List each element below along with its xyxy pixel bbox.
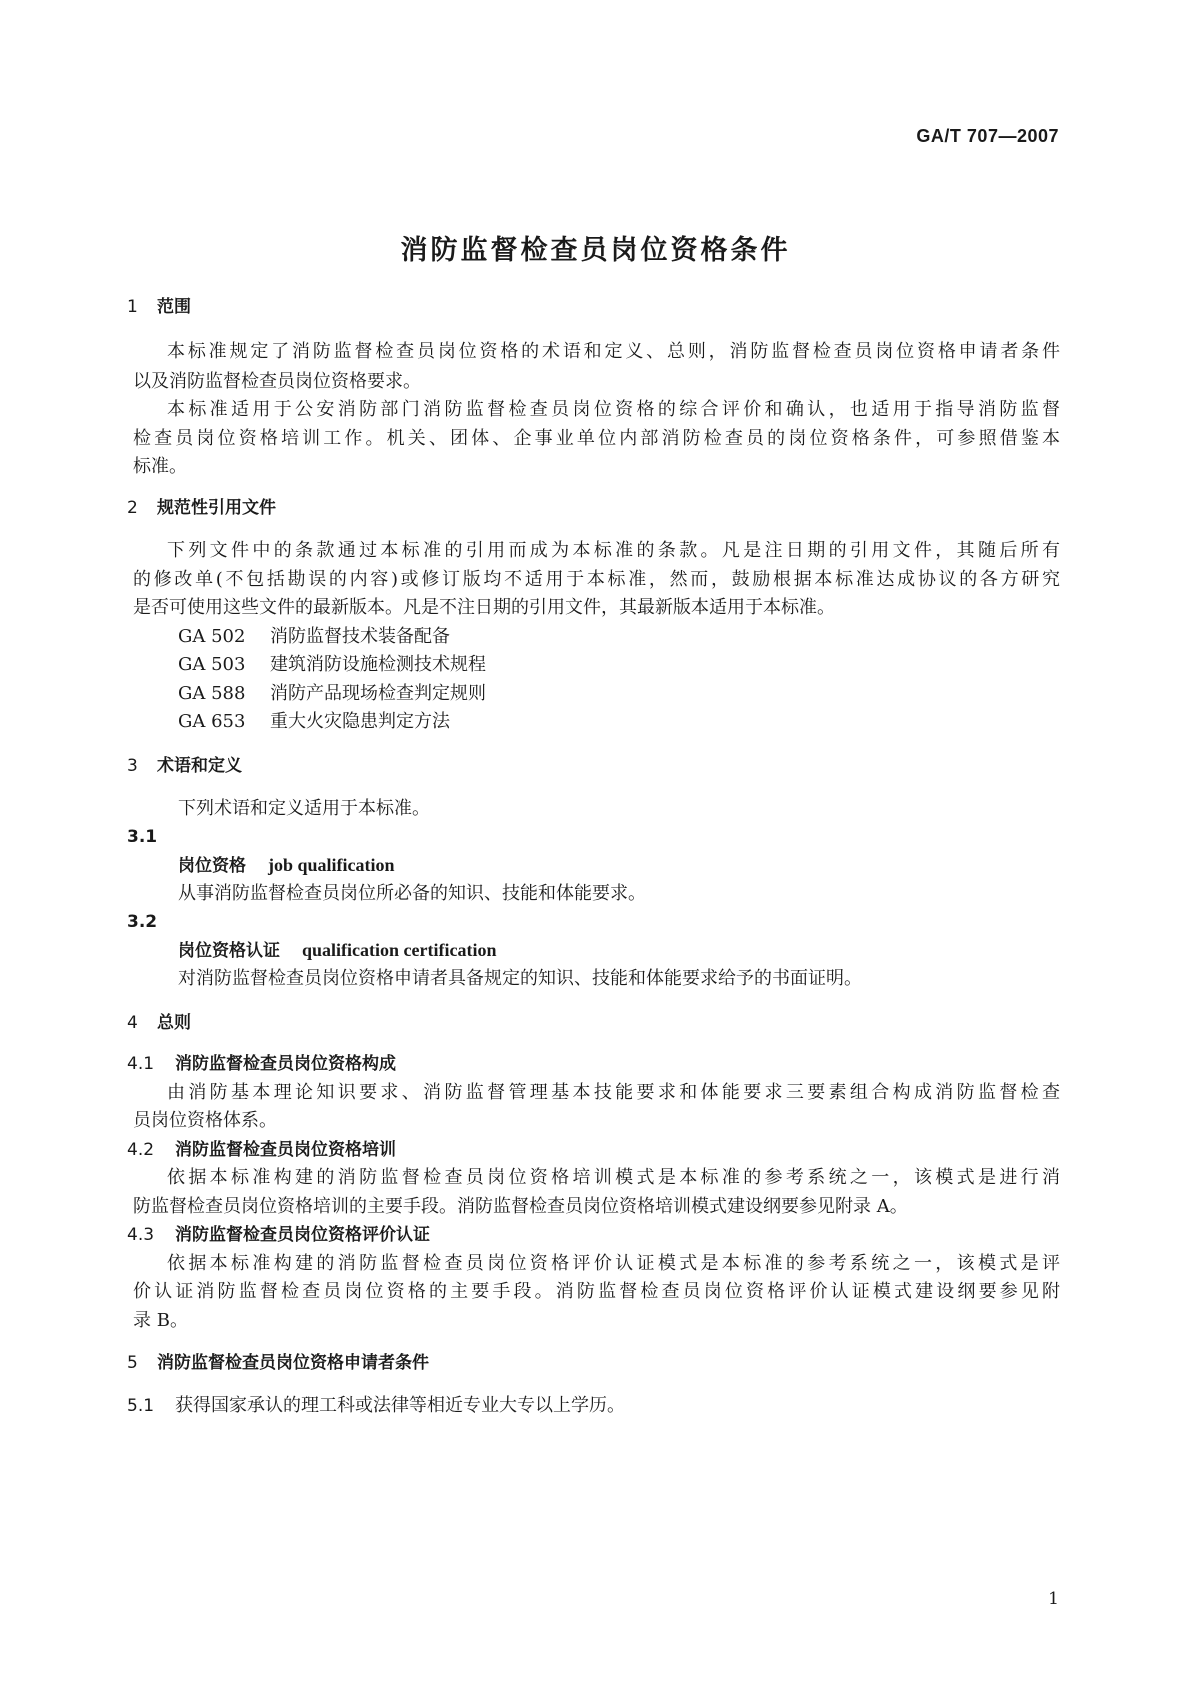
- reference-code: GA 588: [178, 683, 246, 704]
- term-english: qualification certification: [302, 940, 497, 960]
- clause-4-2-heading: [127, 1136, 396, 1164]
- clause-title: 消防监督检查员岗位资格评价认证: [175, 1225, 430, 1245]
- clause-4-1-heading: [127, 1050, 396, 1078]
- term-title: [178, 936, 496, 965]
- standard-number: GA/T 707—2007: [916, 126, 1059, 146]
- clause-4-3-heading: [127, 1221, 430, 1249]
- section-number: 4: [127, 1013, 138, 1033]
- reference-item: [178, 708, 450, 736]
- document-title: 消防监督检查员岗位资格条件: [400, 235, 791, 266]
- paragraph-line: 由消防基本理论知识要求、消防监督管理基本技能要求和体能要求三要素组合构成消防监督检查: [167, 1082, 1060, 1103]
- section-title: 术语和定义: [157, 756, 242, 776]
- section-number: 1: [127, 297, 138, 317]
- section-number: 3: [127, 756, 138, 776]
- clause-title: 消防监督检查员岗位资格构成: [175, 1054, 396, 1074]
- reference-item: [178, 623, 450, 651]
- reference-item: [178, 680, 486, 708]
- section-4-heading: [127, 1009, 191, 1037]
- reference-title: 消防监督技术装备配备: [270, 626, 450, 647]
- term-definition: 从事消防监督检查员岗位所必备的知识、技能和体能要求。: [178, 883, 646, 904]
- paragraph-line: 价认证消防监督检查员岗位资格的主要手段。消防监督检查员岗位资格评价认证模式建设纲要参见附: [133, 1281, 1060, 1302]
- clause-number: 4.1: [127, 1054, 155, 1074]
- section-title: 规范性引用文件: [157, 498, 276, 518]
- clause-number: 4.3: [127, 1225, 155, 1245]
- term-number: 3.2: [127, 912, 158, 932]
- term-english: job qualification: [268, 855, 395, 875]
- paragraph-line: 依据本标准构建的消防监督检查员岗位资格评价认证模式是本标准的参考系统之一，该模式是评: [167, 1253, 1060, 1274]
- clause-title: 消防监督检查员岗位资格培训: [175, 1140, 396, 1160]
- paragraph-line: 以及消防监督检查员岗位资格要求。: [133, 371, 421, 392]
- paragraph-line: 本标准适用于公安消防部门消防监督检查员岗位资格的综合评价和确认，也适用于指导消防监督: [167, 399, 1060, 420]
- reference-code: GA 502: [178, 626, 246, 647]
- section-5-heading: [127, 1349, 429, 1377]
- paragraph-line: 录 B。: [133, 1310, 188, 1331]
- reference-title: 重大火灾隐患判定方法: [270, 711, 450, 732]
- paragraph-line: 是否可使用这些文件的最新版本。凡是不注日期的引用文件，其最新版本适用于本标准。: [133, 597, 835, 618]
- reference-title: 建筑消防设施检测技术规程: [270, 654, 486, 675]
- clause-5-1: [127, 1392, 625, 1420]
- section-3-heading: [127, 752, 242, 780]
- reference-item: [178, 651, 486, 679]
- clause-number: 4.2: [127, 1140, 155, 1160]
- paragraph-line: 依据本标准构建的消防监督检查员岗位资格培训模式是本标准的参考系统之一，该模式是进行消: [167, 1167, 1060, 1188]
- paragraph-line: 的修改单(不包括勘误的内容)或修订版均不适用于本标准，然而，鼓励根据本标准达成协议的各方研究: [133, 569, 1060, 590]
- section-number: 2: [127, 498, 138, 518]
- reference-code: GA 653: [178, 711, 246, 732]
- paragraph-line: 本标准规定了消防监督检查员岗位资格的术语和定义、总则，消防监督检查员岗位资格申请者条件: [167, 341, 1060, 362]
- reference-title: 消防产品现场检查判定规则: [270, 683, 486, 704]
- paragraph-line: 员岗位资格体系。: [133, 1110, 277, 1131]
- paragraph-line: 检查员岗位资格培训工作。机关、团体、企事业单位内部消防检查员的岗位资格条件，可参照借鉴本: [133, 428, 1060, 449]
- section-number: 5: [127, 1353, 138, 1373]
- section-title: 总则: [157, 1013, 191, 1033]
- clause-number: 5.1: [127, 1396, 155, 1416]
- clause-text: 获得国家承认的理工科或法律等相近专业大专以上学历。: [175, 1395, 625, 1416]
- section-title: 消防监督检查员岗位资格申请者条件: [157, 1353, 429, 1373]
- term-chinese: 岗位资格: [178, 856, 246, 876]
- section-title: 范围: [157, 297, 191, 317]
- term-chinese: 岗位资格认证: [178, 941, 280, 961]
- page-number: 1: [1048, 1589, 1059, 1609]
- section-1-heading: [127, 293, 191, 321]
- paragraph-line: 防监督检查员岗位资格培训的主要手段。消防监督检查员岗位资格培训模式建设纲要参见附录 A。: [133, 1196, 908, 1217]
- paragraph-line: 下列术语和定义适用于本标准。: [178, 798, 430, 819]
- reference-code: GA 503: [178, 654, 246, 675]
- term-title: [178, 851, 395, 880]
- paragraph-line: 下列文件中的条款通过本标准的引用而成为本标准的条款。凡是注日期的引用文件，其随后所有: [167, 540, 1060, 561]
- term-number: 3.1: [127, 827, 158, 847]
- paragraph-line: 标准。: [133, 456, 187, 477]
- term-definition: 对消防监督检查员岗位资格申请者具备规定的知识、技能和体能要求给予的书面证明。: [178, 968, 862, 989]
- section-2-heading: [127, 494, 276, 522]
